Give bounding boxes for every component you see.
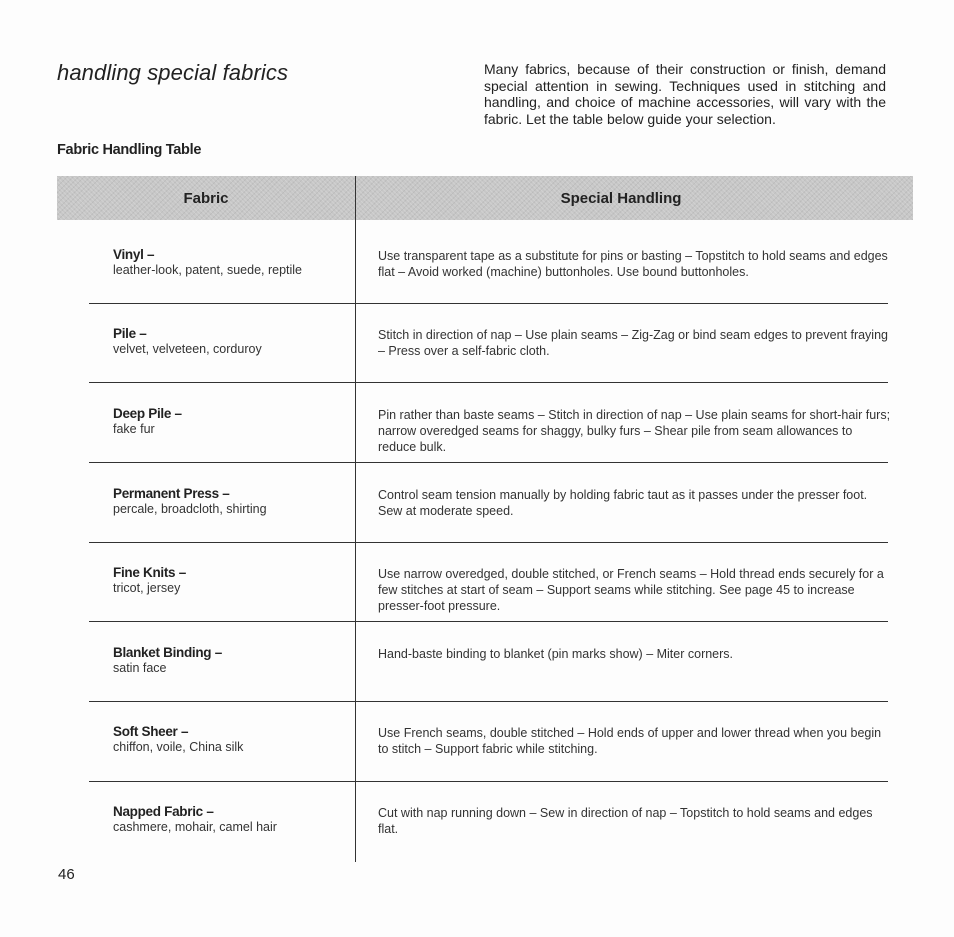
row-divider: [89, 462, 355, 463]
table-heading: Fabric Handling Table: [57, 142, 202, 158]
row-divider: [89, 781, 355, 782]
row-divider: [355, 781, 888, 782]
row-divider: [89, 303, 355, 304]
table-row: [0, 637, 954, 717]
fabric-examples: fake fur: [113, 422, 155, 436]
table-row: [0, 478, 954, 558]
fabric-examples: leather-look, patent, suede, reptile: [113, 263, 303, 277]
table-row: [0, 716, 954, 796]
fabric-examples: percale, broadcloth, shirting: [113, 502, 267, 516]
table-row: [0, 318, 954, 398]
row-divider: [355, 701, 888, 702]
row-divider: [89, 621, 355, 622]
column-header-special-handling: Special Handling: [560, 189, 682, 207]
handling-text: Use French seams, double stitched – Hold ends of upper and lower thread when you begin to stitch – Support fabric while stitching.: [378, 726, 882, 756]
handling-text: Control seam tension manually by holding fabric taut as it passes under the presser foot. Sew at moderate speed.: [378, 488, 868, 518]
fabric-examples: chiffon, voile, China silk: [113, 740, 244, 754]
row-divider: [355, 621, 888, 622]
fabric-examples: velvet, velveteen, corduroy: [113, 342, 262, 356]
column-header-fabric: Fabric: [183, 189, 229, 207]
row-divider: [355, 462, 888, 463]
row-divider: [355, 303, 888, 304]
table-row: [0, 398, 954, 478]
fabric-name: Fine Knits –: [113, 565, 186, 580]
row-divider: [89, 542, 355, 543]
intro-paragraph: Many fabrics, because of their construction or finish, demand special attention in sewing. Techniques used in stitching and handling, and choice of machine accessories, will vary with the fabric. Let the table below guide your selection.: [484, 61, 886, 127]
row-divider: [355, 542, 888, 543]
fabric-name: Napped Fabric –: [113, 804, 214, 819]
fabric-examples: cashmere, mohair, camel hair: [113, 820, 277, 834]
table-row: [0, 239, 954, 319]
fabric-name: Pile –: [113, 326, 147, 341]
handling-text: Pin rather than baste seams – Stitch in direction of nap – Use plain seams for short-hair furs; narrow overedged seams for shaggy, bulky furs – Shear pile from seam allowances to reduce bulk.: [378, 408, 891, 454]
fabric-name: Blanket Binding –: [113, 645, 222, 660]
handling-text: Use transparent tape as a substitute for pins or basting – Topstitch to hold seams and edges flat – Avoid worked (machine) buttonholes. Use bound buttonholes.: [378, 249, 888, 279]
fabric-examples: tricot, jersey: [113, 581, 181, 595]
fabric-name: Deep Pile –: [113, 406, 182, 421]
page-title: handling special fabrics: [57, 60, 289, 85]
table-row: [0, 796, 954, 876]
row-divider: [355, 382, 888, 383]
row-divider: [89, 701, 355, 702]
handling-text: Stitch in direction of nap – Use plain seams – Zig-Zag or bind seam edges to prevent fraying – Press over a self-fabric cloth.: [378, 328, 888, 358]
handling-text: Use narrow overedged, double stitched, or French seams – Hold thread ends securely for a few stitches at start of seam – Support seams while stitching. See page 45 to increase presser-foot pressure.: [378, 567, 884, 613]
fabric-name: Permanent Press –: [113, 486, 230, 501]
fabric-name: Soft Sheer –: [113, 724, 189, 739]
fabric-examples: satin face: [113, 661, 167, 675]
handling-text: Hand-baste binding to blanket (pin marks show) – Miter corners.: [378, 647, 734, 661]
row-divider: [89, 382, 355, 383]
table-row: [0, 557, 954, 637]
handling-text: Cut with nap running down – Sew in direction of nap – Topstitch to hold seams and edges flat.: [378, 806, 873, 836]
fabric-name: Vinyl –: [113, 247, 155, 262]
page-number: 46: [58, 866, 75, 883]
